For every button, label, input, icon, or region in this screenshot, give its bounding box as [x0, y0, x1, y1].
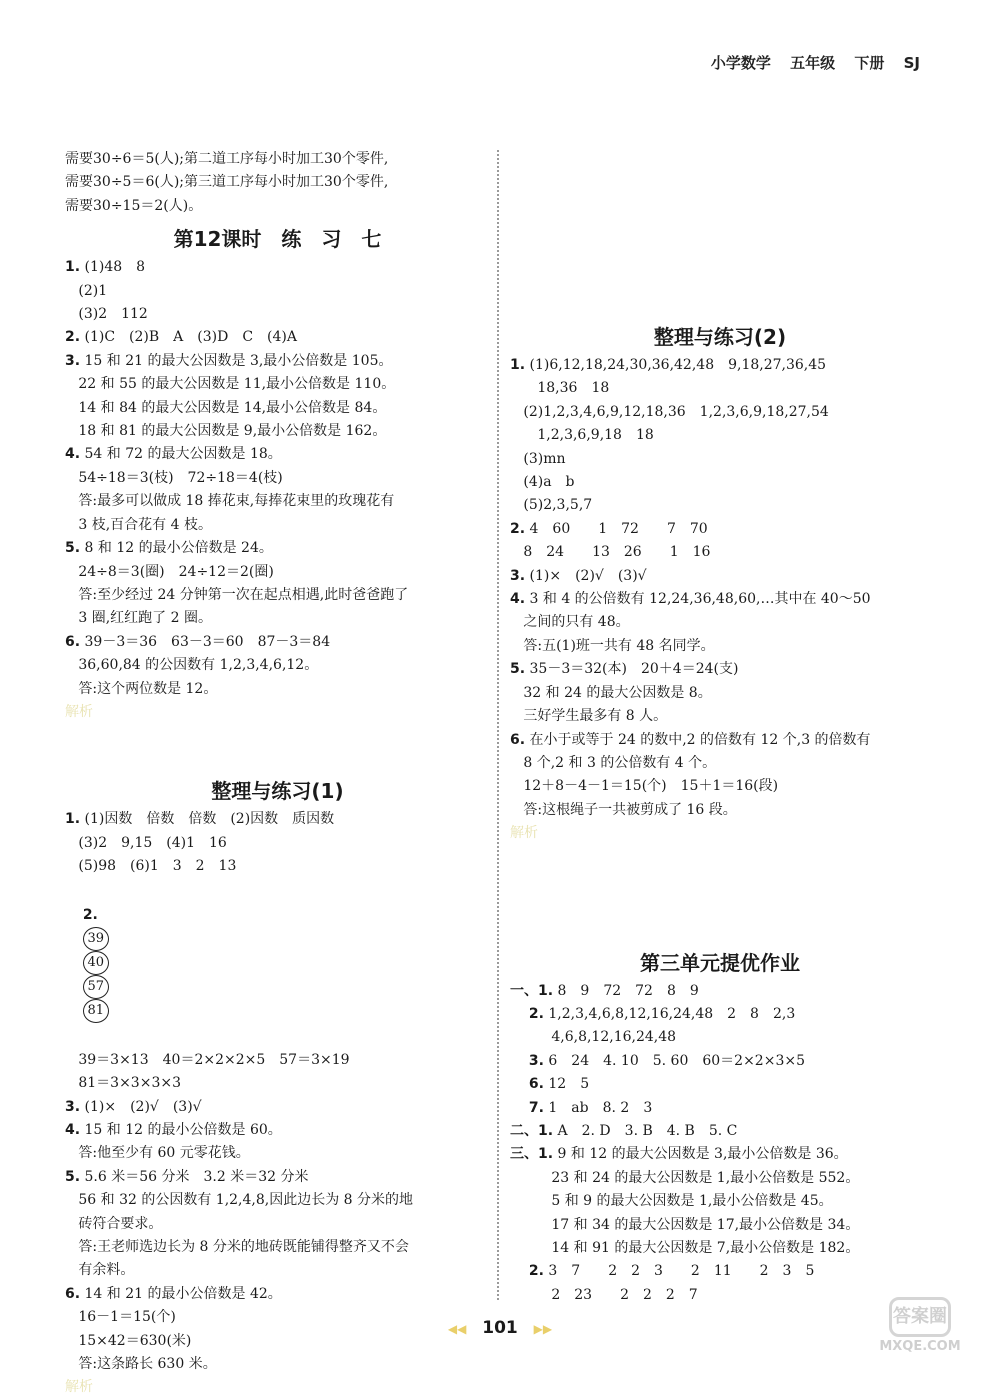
answer-line — [510, 377, 930, 400]
answer-text: 36,60,84 的公因数有 1,2,3,4,6,12。 — [78, 657, 319, 674]
answer-number: 二、1. — [510, 1122, 554, 1139]
right-arrow-icon: ▶▶ — [533, 1322, 553, 1336]
section-title-review2: 整理与练习(2) — [653, 325, 787, 349]
answer-number: 4. — [65, 1122, 81, 1138]
answer-text: 39＝3×13 40＝2×2×2×5 57＝3×19 — [78, 1051, 350, 1068]
answer-line — [65, 1213, 490, 1236]
answer-text: 3 和 4 的公倍数有 12,24,36,48,60,…其中在 40～50 — [529, 591, 871, 608]
answer-text: (1)× (2)√ (3)√ — [529, 567, 647, 584]
answer-line — [65, 350, 490, 373]
answer-text: A 2. D 3. B 4. B 5. C — [557, 1122, 738, 1139]
answer-line — [510, 1167, 930, 1190]
answer-line — [65, 1166, 490, 1189]
answer-text: (3)mn — [523, 450, 566, 467]
answer-text: 39－3＝36 63－3＝60 87－3＝84 — [84, 633, 331, 650]
answer-line — [65, 514, 490, 537]
left-column — [65, 148, 490, 1400]
analysis-label: 解析 — [65, 1379, 93, 1396]
answer-text: 9 和 12 的最大公因数是 3,最小公倍数是 36。 — [557, 1146, 848, 1163]
answer-text: 15 和 21 的最大公因数是 3,最小公倍数是 105。 — [84, 352, 393, 369]
answer-line — [510, 448, 930, 471]
answer-line — [510, 752, 930, 775]
answer-text: 18 和 81 的最大公因数是 9,最小公倍数是 162。 — [78, 423, 387, 440]
answer-text: 答:他至少有 60 元零花钱。 — [78, 1145, 250, 1162]
section-title-lesson12: 第12课时 练 习 七 — [173, 227, 382, 252]
answer-line — [510, 980, 930, 1003]
answer-line — [510, 494, 930, 517]
answer-text: (1)C (2)B A (3)D C (4)A — [84, 329, 297, 346]
answer-line — [510, 682, 930, 705]
answer-text: 2 23 2 2 2 7 — [523, 1286, 698, 1303]
answer-line — [65, 1142, 490, 1165]
answer-line — [65, 1353, 490, 1376]
answer-number: 5. — [510, 661, 526, 678]
circled-number: 40 — [83, 951, 109, 975]
answer-number: 3. — [65, 352, 81, 369]
answer-text: 答:最多可以做成 18 捧花束,每捧花束里的玫瑰花有 — [78, 493, 395, 510]
answer-line — [65, 280, 490, 303]
answer-line — [510, 1050, 930, 1073]
circled-number: 57 — [83, 975, 109, 999]
answer-text: 56 和 32 的公因数有 1,2,4,8,因此边长为 8 分米的地 — [78, 1192, 414, 1209]
answer-line — [65, 855, 490, 878]
answer-text: 14 和 21 的最小公倍数是 42。 — [84, 1285, 282, 1302]
answer-text: (5)98 (6)1 3 2 13 — [78, 858, 237, 875]
section-title-review1: 整理与练习(1) — [211, 779, 344, 804]
answer-number: 6. — [510, 731, 526, 748]
answer-text: (1)× (2)√ (3)√ — [84, 1098, 202, 1115]
answer-text: 54 和 72 的最大公因数是 18。 — [84, 446, 282, 463]
answer-text: 14 和 91 的最大公因数是 7,最小公倍数是 182。 — [523, 1240, 860, 1256]
answer-text: 4 60 1 72 7 70 — [529, 520, 708, 537]
header-subject: 小学数学 — [710, 54, 771, 72]
answer-line — [510, 1237, 930, 1260]
answer-text: 14 和 84 的最大公因数是 14,最小公倍数是 84。 — [78, 399, 387, 416]
answer-text: 8 9 72 72 8 9 — [557, 982, 699, 999]
answer-text: 81＝3×3×3×3 — [78, 1075, 181, 1092]
answer-text: 23 和 24 的最大公因数是 1,最小公倍数是 552。 — [523, 1169, 860, 1186]
answer-text: (5)2,3,5,7 — [523, 497, 593, 514]
answer-line — [65, 303, 490, 326]
answer-number: 3. — [510, 1052, 544, 1069]
answer-text: 6 24 4. 10 5. 60 60＝2×2×3×5 — [548, 1052, 805, 1069]
answer-line — [65, 1189, 490, 1212]
answer-text: 三好学生最多有 8 人。 — [523, 708, 668, 725]
answer-number: 6. — [65, 1285, 81, 1302]
answer-text: (1)因数 倍数 倍数 (2)因数 质因数 — [84, 811, 335, 828]
answer-line — [65, 256, 490, 279]
answer-text: 5 和 9 的最大公因数是 1,最小公倍数是 45。 — [523, 1193, 833, 1210]
answer-line — [510, 541, 930, 564]
answer-line — [65, 1259, 490, 1282]
answer-text: (3)2 112 — [78, 306, 148, 323]
answer-text: 24÷8＝3(圈) 24÷12＝2(圈) — [78, 563, 274, 580]
answer-line — [510, 1073, 930, 1096]
answer-text: 8 个,2 和 3 的公倍数有 4 个。 — [523, 754, 717, 771]
answer-number: 7. — [510, 1099, 544, 1116]
answer-text: 5.6 米＝56 分米 3.2 米＝32 分米 — [84, 1168, 309, 1185]
answer-line — [65, 808, 490, 831]
answer-line — [510, 775, 930, 798]
answer-text: (4)a b — [523, 474, 575, 491]
answer-text: (1)48 8 — [84, 259, 146, 276]
answer-line — [65, 1096, 490, 1119]
answer-line — [65, 326, 490, 349]
answer-line — [65, 373, 490, 396]
answer-text: 12 5 — [548, 1076, 590, 1093]
answer-text: 3 枝,百合花有 4 枝。 — [78, 516, 212, 533]
lesson12-answers — [65, 256, 490, 701]
intro-line: 需要30÷5＝6(人);第三道工序每小时加工30个零件, — [65, 174, 389, 191]
answer-number: 6. — [65, 633, 81, 650]
answer-text: 3 圈,红红跑了 2 圈。 — [78, 610, 212, 627]
answer-text: 1,2,3,6,9,18 18 — [523, 427, 654, 444]
answer-line — [65, 397, 490, 420]
answer-number: 3. — [510, 567, 526, 584]
page-number: 101 — [482, 1318, 518, 1338]
answer-text: 答:五(1)班一共有 48 名同学。 — [523, 637, 715, 654]
answer-number: 2. — [510, 520, 526, 537]
circled-numbers-row — [65, 881, 490, 1047]
answer-line — [65, 1072, 490, 1095]
watermark-seal: 答案圈 — [889, 1297, 951, 1337]
unit3-answers — [510, 980, 930, 1308]
answer-line — [510, 354, 930, 377]
answer-text: 12＋8－4－1＝15(个) 15＋1＝16(段) — [523, 778, 779, 795]
answer-line — [510, 705, 930, 728]
answer-text: 22 和 55 的最大公因数是 11,最小公倍数是 110。 — [78, 376, 396, 393]
answer-line — [510, 1003, 930, 1026]
answer-number: 1. — [65, 259, 81, 276]
header-edition: SJ — [903, 54, 920, 72]
answer-line — [65, 537, 490, 560]
answer-text: 15×42＝630(米) — [78, 1332, 192, 1349]
answer-text: 54÷18＝3(枝) 72÷18＝4(枝) — [78, 469, 283, 486]
answer-number: 1. — [65, 811, 81, 828]
answer-line — [510, 1026, 930, 1049]
answer-text: 4,6,8,12,16,24,48 — [523, 1029, 677, 1046]
answer-number: 4. — [510, 591, 526, 608]
answer-text: 32 和 24 的最大公因数是 8。 — [523, 684, 712, 701]
answer-number: 三、1. — [510, 1146, 554, 1163]
answer-number: 6. — [510, 1076, 544, 1093]
circled-number: 81 — [83, 999, 109, 1023]
answer-line — [65, 607, 490, 630]
answer-line — [510, 729, 930, 752]
answer-text: (3)2 9,15 (4)1 16 — [78, 834, 227, 851]
answer-text: 之间的只有 48。 — [523, 614, 630, 631]
answer-line — [510, 1120, 930, 1143]
answer-line — [510, 1214, 930, 1237]
answer-line — [510, 565, 930, 588]
answer-line — [510, 1260, 930, 1283]
answer-line — [65, 678, 490, 701]
answer-text: 答:这条路长 630 米。 — [78, 1356, 217, 1373]
answer-line — [65, 1049, 490, 1072]
header-grade: 五年级 — [790, 54, 836, 72]
answer-line — [65, 584, 490, 607]
intro-line: 需要30÷15＝2(人)。 — [65, 197, 203, 214]
answer-line — [510, 1097, 930, 1120]
review1-answers — [65, 808, 490, 878]
answer-text: 35－3＝32(本) 20＋4＝24(支) — [529, 661, 739, 678]
answer-line — [510, 424, 930, 447]
circled-number: 39 — [83, 927, 109, 951]
analysis-label: 解析 — [510, 825, 538, 842]
answer-line — [510, 1190, 930, 1213]
answer-text: 8 和 12 的最小公倍数是 24。 — [84, 540, 273, 557]
page-footer — [0, 1318, 1000, 1338]
answer-text: 3 7 2 2 3 2 11 2 3 5 — [548, 1263, 815, 1280]
answer-number: 5. — [65, 540, 81, 557]
answer-line — [65, 654, 490, 677]
section-title-unit3: 第三单元提优作业 — [640, 950, 800, 975]
answer-text: 18,36 18 — [523, 380, 610, 397]
answer-text: 16－1＝15(个) — [78, 1309, 176, 1326]
answer-number: 3. — [65, 1098, 81, 1115]
answer-line — [65, 631, 490, 654]
answer-text: 1 ab 8. 2 3 — [548, 1099, 653, 1116]
answer-number: 2. — [510, 1263, 544, 1280]
answer-text: 8 24 13 26 1 16 — [523, 544, 711, 561]
answer-number: 4. — [65, 446, 81, 463]
answer-text: (2)1 — [78, 282, 108, 299]
answer-number: 一、1. — [510, 982, 554, 999]
header-term: 下册 — [854, 54, 885, 72]
left-arrow-icon: ◀◀ — [447, 1322, 467, 1336]
answer-line — [65, 467, 490, 490]
answer-line — [65, 490, 490, 513]
answer-line — [510, 1143, 930, 1166]
answer-line — [510, 799, 930, 822]
answer-line — [65, 420, 490, 443]
answer-line — [510, 518, 930, 541]
answer-text: 1,2,3,4,6,8,12,16,24,48 2 8 2,3 — [548, 1005, 796, 1022]
review2-answers — [510, 354, 930, 822]
analysis-label: 解析 — [65, 703, 93, 720]
answer-line — [65, 1119, 490, 1142]
page-header — [697, 52, 920, 73]
answer-text: 有余料。 — [78, 1262, 135, 1279]
right-column — [510, 148, 930, 1307]
answer-text: 砖符合要求。 — [78, 1215, 163, 1232]
intro-line: 需要30÷6＝5(人);第二道工序每小时加工30个零件, — [65, 151, 389, 167]
answer-line — [510, 611, 930, 634]
answer-text: 17 和 34 的最大公因数是 17,最小公倍数是 34。 — [523, 1216, 860, 1233]
answer-text: (1)6,12,18,24,30,36,42,48 9,18,27,36,45 — [529, 357, 827, 373]
answer-number: 1. — [510, 357, 526, 373]
answer-line — [510, 658, 930, 681]
answer-text: (2)1,2,3,4,6,9,12,18,36 1,2,3,6,9,18,27,54 — [523, 403, 829, 420]
answer-number: 2. — [510, 1005, 544, 1022]
answer-number: 2. — [65, 329, 81, 346]
watermark-logo — [860, 1297, 980, 1367]
answer-line — [65, 832, 490, 855]
answer-line — [65, 561, 490, 584]
column-divider — [497, 150, 499, 1300]
answer-line — [65, 1236, 490, 1259]
answer-line — [510, 588, 930, 611]
answer-line — [510, 471, 930, 494]
answer-text: 答:至少经过 24 分钟第一次在起点相遇,此时爸爸跑了 — [78, 586, 409, 603]
answer-line — [510, 401, 930, 424]
answer-line — [65, 1283, 490, 1306]
answer-number: 2. — [82, 906, 103, 923]
answer-line — [510, 635, 930, 658]
watermark-url: MXQE.COM — [879, 1339, 961, 1354]
answer-number: 5. — [65, 1168, 81, 1185]
answer-line — [65, 443, 490, 466]
answer-text: 15 和 12 的最小公倍数是 60。 — [84, 1122, 282, 1138]
answer-text: 答:这根绳子一共被剪成了 16 段。 — [523, 801, 737, 818]
answer-text: 答:这个两位数是 12。 — [78, 680, 218, 697]
answer-text: 在小于或等于 24 的数中,2 的倍数有 12 个,3 的倍数有 — [529, 731, 871, 748]
answer-text: 答:王老师选边长为 8 分米的地砖既能铺得整齐又不会 — [78, 1239, 409, 1256]
